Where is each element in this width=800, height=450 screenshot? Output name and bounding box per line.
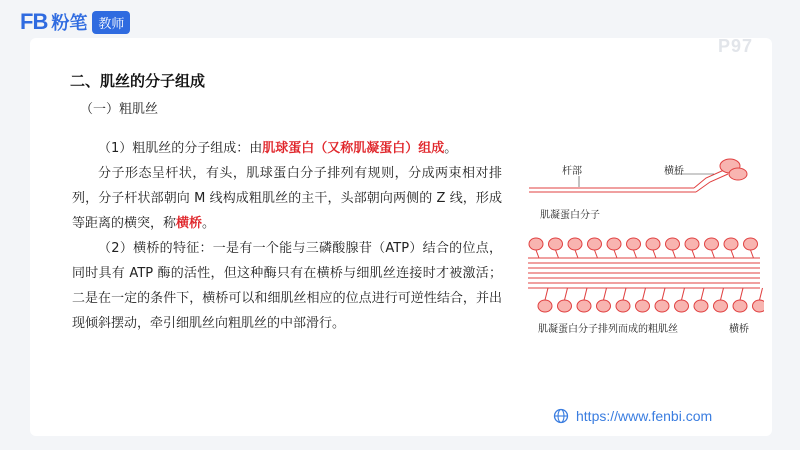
cross-bridge-head bbox=[607, 238, 621, 250]
subsection-title: （一）粗肌丝 bbox=[80, 102, 159, 117]
label-cross-bridge: 横桥 bbox=[664, 166, 684, 177]
label-rod: 杆部 bbox=[562, 166, 582, 177]
myosin-illustration bbox=[524, 148, 764, 338]
myosin-molecule bbox=[529, 159, 747, 192]
para1-text: （1）粗肌丝的分子组成：由 bbox=[98, 141, 263, 156]
cross-bridge-head bbox=[685, 238, 699, 250]
cross-bridge-head bbox=[636, 300, 650, 312]
label-myosin-molecule: 肌凝蛋白分子 bbox=[540, 210, 600, 221]
paragraph-shape bbox=[72, 161, 502, 236]
para1-end: 。 bbox=[444, 141, 458, 156]
cross-bridge-head bbox=[568, 238, 582, 250]
cross-bridge-head bbox=[753, 300, 765, 312]
para2-highlight: 横桥 bbox=[176, 216, 203, 231]
cross-bridge-head bbox=[588, 238, 602, 250]
footer-url[interactable]: https://www.fenbi.com bbox=[576, 408, 713, 424]
paragraph-composition bbox=[72, 136, 502, 161]
cross-bridge-head bbox=[655, 300, 669, 312]
cross-bridge-head bbox=[529, 238, 543, 250]
cross-bridge-head bbox=[549, 238, 563, 250]
cross-bridge-head bbox=[538, 300, 552, 312]
page-number: P97 bbox=[718, 36, 754, 56]
para2-text: 分子形态呈杆状，有头，肌球蛋白分子排列有规则，分成两束相对排列，分子杆状部朝向 M 线构成粗肌丝的主干，头部朝向两侧的 Z 线，形成等距离的横突，称 bbox=[72, 166, 502, 231]
cross-bridge-head bbox=[694, 300, 708, 312]
cross-bridge-head bbox=[744, 238, 758, 250]
para1-highlight: 肌球蛋白（又称肌凝蛋白）组成 bbox=[262, 141, 445, 156]
cross-bridge-head bbox=[597, 300, 611, 312]
paragraph-crossbridge: （2）横桥的特征：一是有一个能与三磷酸腺苷（ATP）结合的位点，同时具有 ATP 酶的活性，但这种酶只有在横桥与细肌丝连接时才被激活；二是在一定的条件下，横桥可以和细肌丝相应的位点进行可逆性结合，并出现倾斜摆动，牵引细肌丝向粗肌丝的中部滑行。 bbox=[72, 241, 502, 331]
para2-end: 。 bbox=[202, 216, 216, 231]
globe-icon bbox=[553, 408, 569, 424]
thick-filament bbox=[528, 238, 764, 312]
brand-logo bbox=[20, 9, 130, 35]
label-cross-bridge-2: 横桥 bbox=[729, 324, 749, 335]
cross-bridge-head bbox=[558, 300, 572, 312]
cross-bridge-head bbox=[714, 300, 728, 312]
body-text bbox=[72, 136, 502, 336]
cross-bridge-head bbox=[616, 300, 630, 312]
cross-bridge-head bbox=[675, 300, 689, 312]
logo-badge: 教师 bbox=[92, 11, 130, 34]
label-thick-filament: 肌凝蛋白分子排列而成的粗肌丝 bbox=[538, 324, 678, 335]
footer-website[interactable] bbox=[553, 408, 712, 424]
cross-bridge-head bbox=[577, 300, 591, 312]
cross-bridge-head bbox=[627, 238, 641, 250]
cross-bridge-head bbox=[646, 238, 660, 250]
logo-text: 粉笔 bbox=[51, 13, 88, 34]
cross-bridge-head bbox=[705, 238, 719, 250]
section-title: 二、肌丝的分子组成 bbox=[70, 72, 206, 90]
cross-bridge-head bbox=[724, 238, 738, 250]
cross-bridge-head bbox=[733, 300, 747, 312]
cross-bridge-head bbox=[666, 238, 680, 250]
logo-mark: FB bbox=[20, 9, 48, 34]
